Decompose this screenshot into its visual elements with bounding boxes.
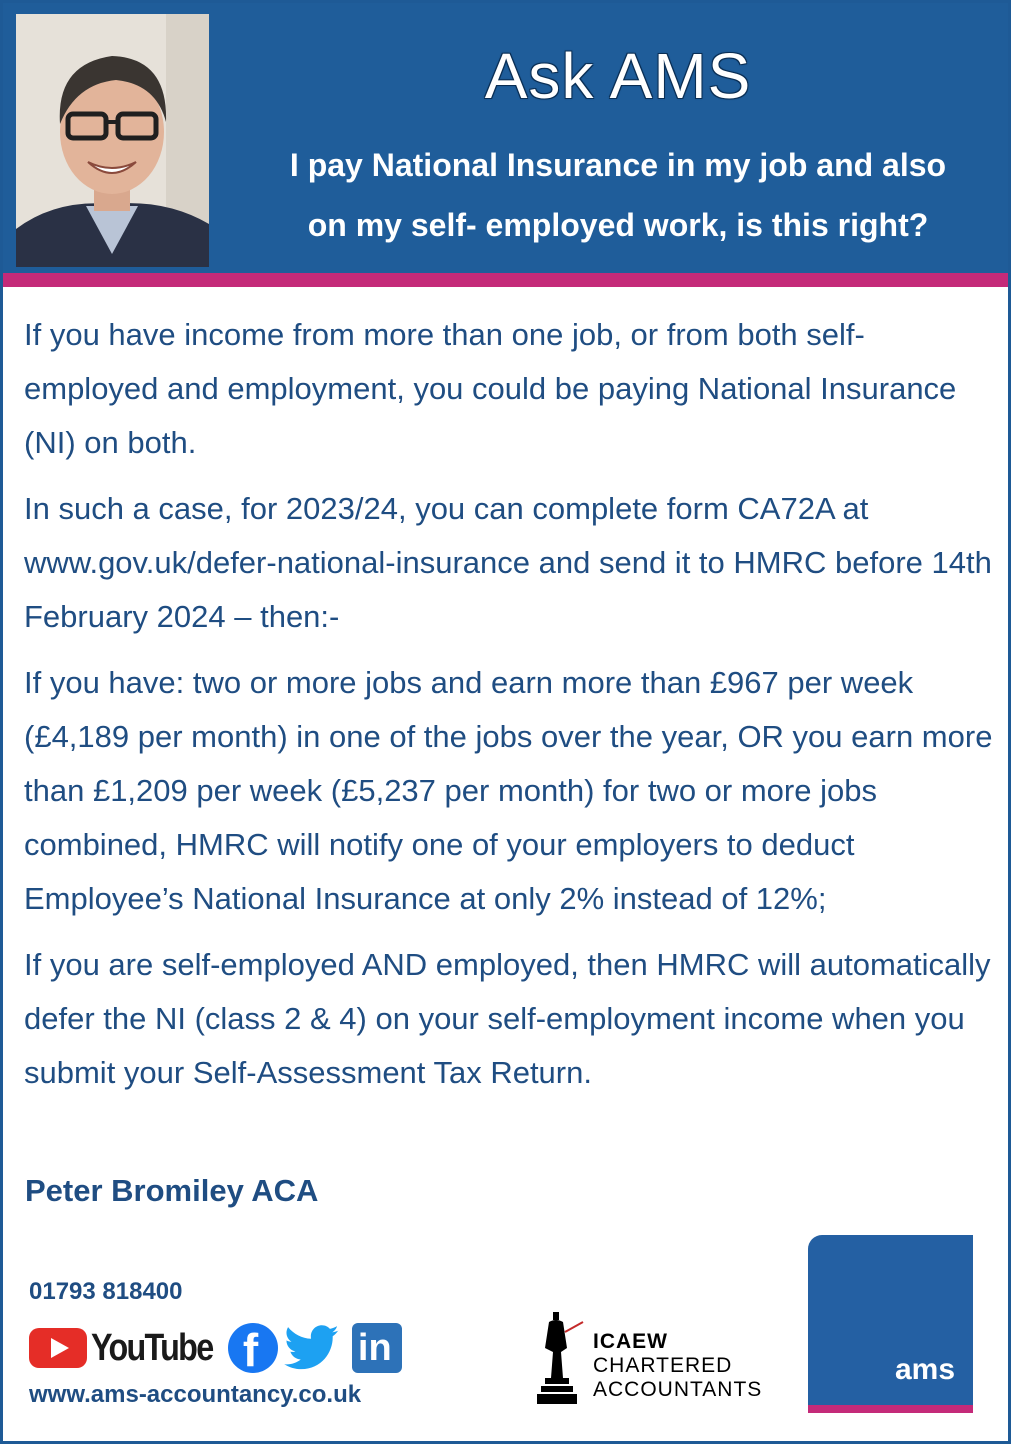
icaew-statue-icon: [527, 1308, 587, 1408]
paragraph-4: If you are self-employed AND employed, then HMRC will automatically defer the NI (class 2 & 4) on your self-employment income when you submit your Self-Assessment Tax Return.: [24, 947, 991, 1090]
ams-logo-text: ams: [894, 1353, 955, 1386]
author-name: Peter Bromiley ACA: [25, 1173, 319, 1208]
youtube-icon[interactable]: [29, 1328, 87, 1368]
linkedin-icon[interactable]: in: [352, 1323, 402, 1373]
icaew-line-3: ACCOUNTANTS: [593, 1378, 763, 1401]
twitter-icon[interactable]: [284, 1325, 340, 1371]
facebook-icon[interactable]: f: [228, 1323, 278, 1373]
subtitle-line-2: on my self- employed work, is this right?: [307, 207, 929, 243]
icaew-wordmark: [593, 1330, 762, 1402]
article-body: [24, 308, 996, 1112]
paragraph-3: If you have: two or more jobs and earn more than £967 per week (£4,189 per month) in one of the jobs over the year, OR you earn more than £1,209 per week (£5,237 per month) for two or more jobs combined, HMRC will notify one of your employers to deduct Employee’s National Insurance at only 2% instead of 12%;: [24, 665, 993, 916]
icaew-line-1: ICAEW: [593, 1330, 668, 1353]
ams-logo: [808, 1235, 973, 1415]
social-links: [29, 1321, 402, 1375]
paragraph-2: In such a case, for 2023/24, you can complete form CA72A at www.gov.uk/defer-national-insurance and send it to HMRC before 14th February 2024 – then:-: [24, 491, 992, 634]
phone-number[interactable]: 01793 818400: [29, 1278, 183, 1305]
paragraph-1: If you have income from more than one job, or from both self-employed and employment, you could be paying National Insurance (NI) on both.: [24, 317, 957, 460]
accent-divider: [3, 273, 1008, 287]
author-photo: [16, 14, 209, 267]
website-link[interactable]: www.ams-accountancy.co.uk: [29, 1381, 362, 1408]
ams-logo-box: [808, 1235, 973, 1405]
header-banner: [3, 3, 1008, 273]
question-subtitle: [223, 135, 1011, 255]
icaew-line-2: CHARTERED: [593, 1354, 733, 1377]
subtitle-line-1: I pay National Insurance in my job and also: [289, 147, 947, 183]
page-title: Ask AMS: [484, 40, 752, 112]
youtube-label[interactable]: YouTube: [91, 1326, 213, 1369]
ams-logo-underline: [808, 1405, 973, 1413]
icaew-logo: [527, 1308, 787, 1408]
